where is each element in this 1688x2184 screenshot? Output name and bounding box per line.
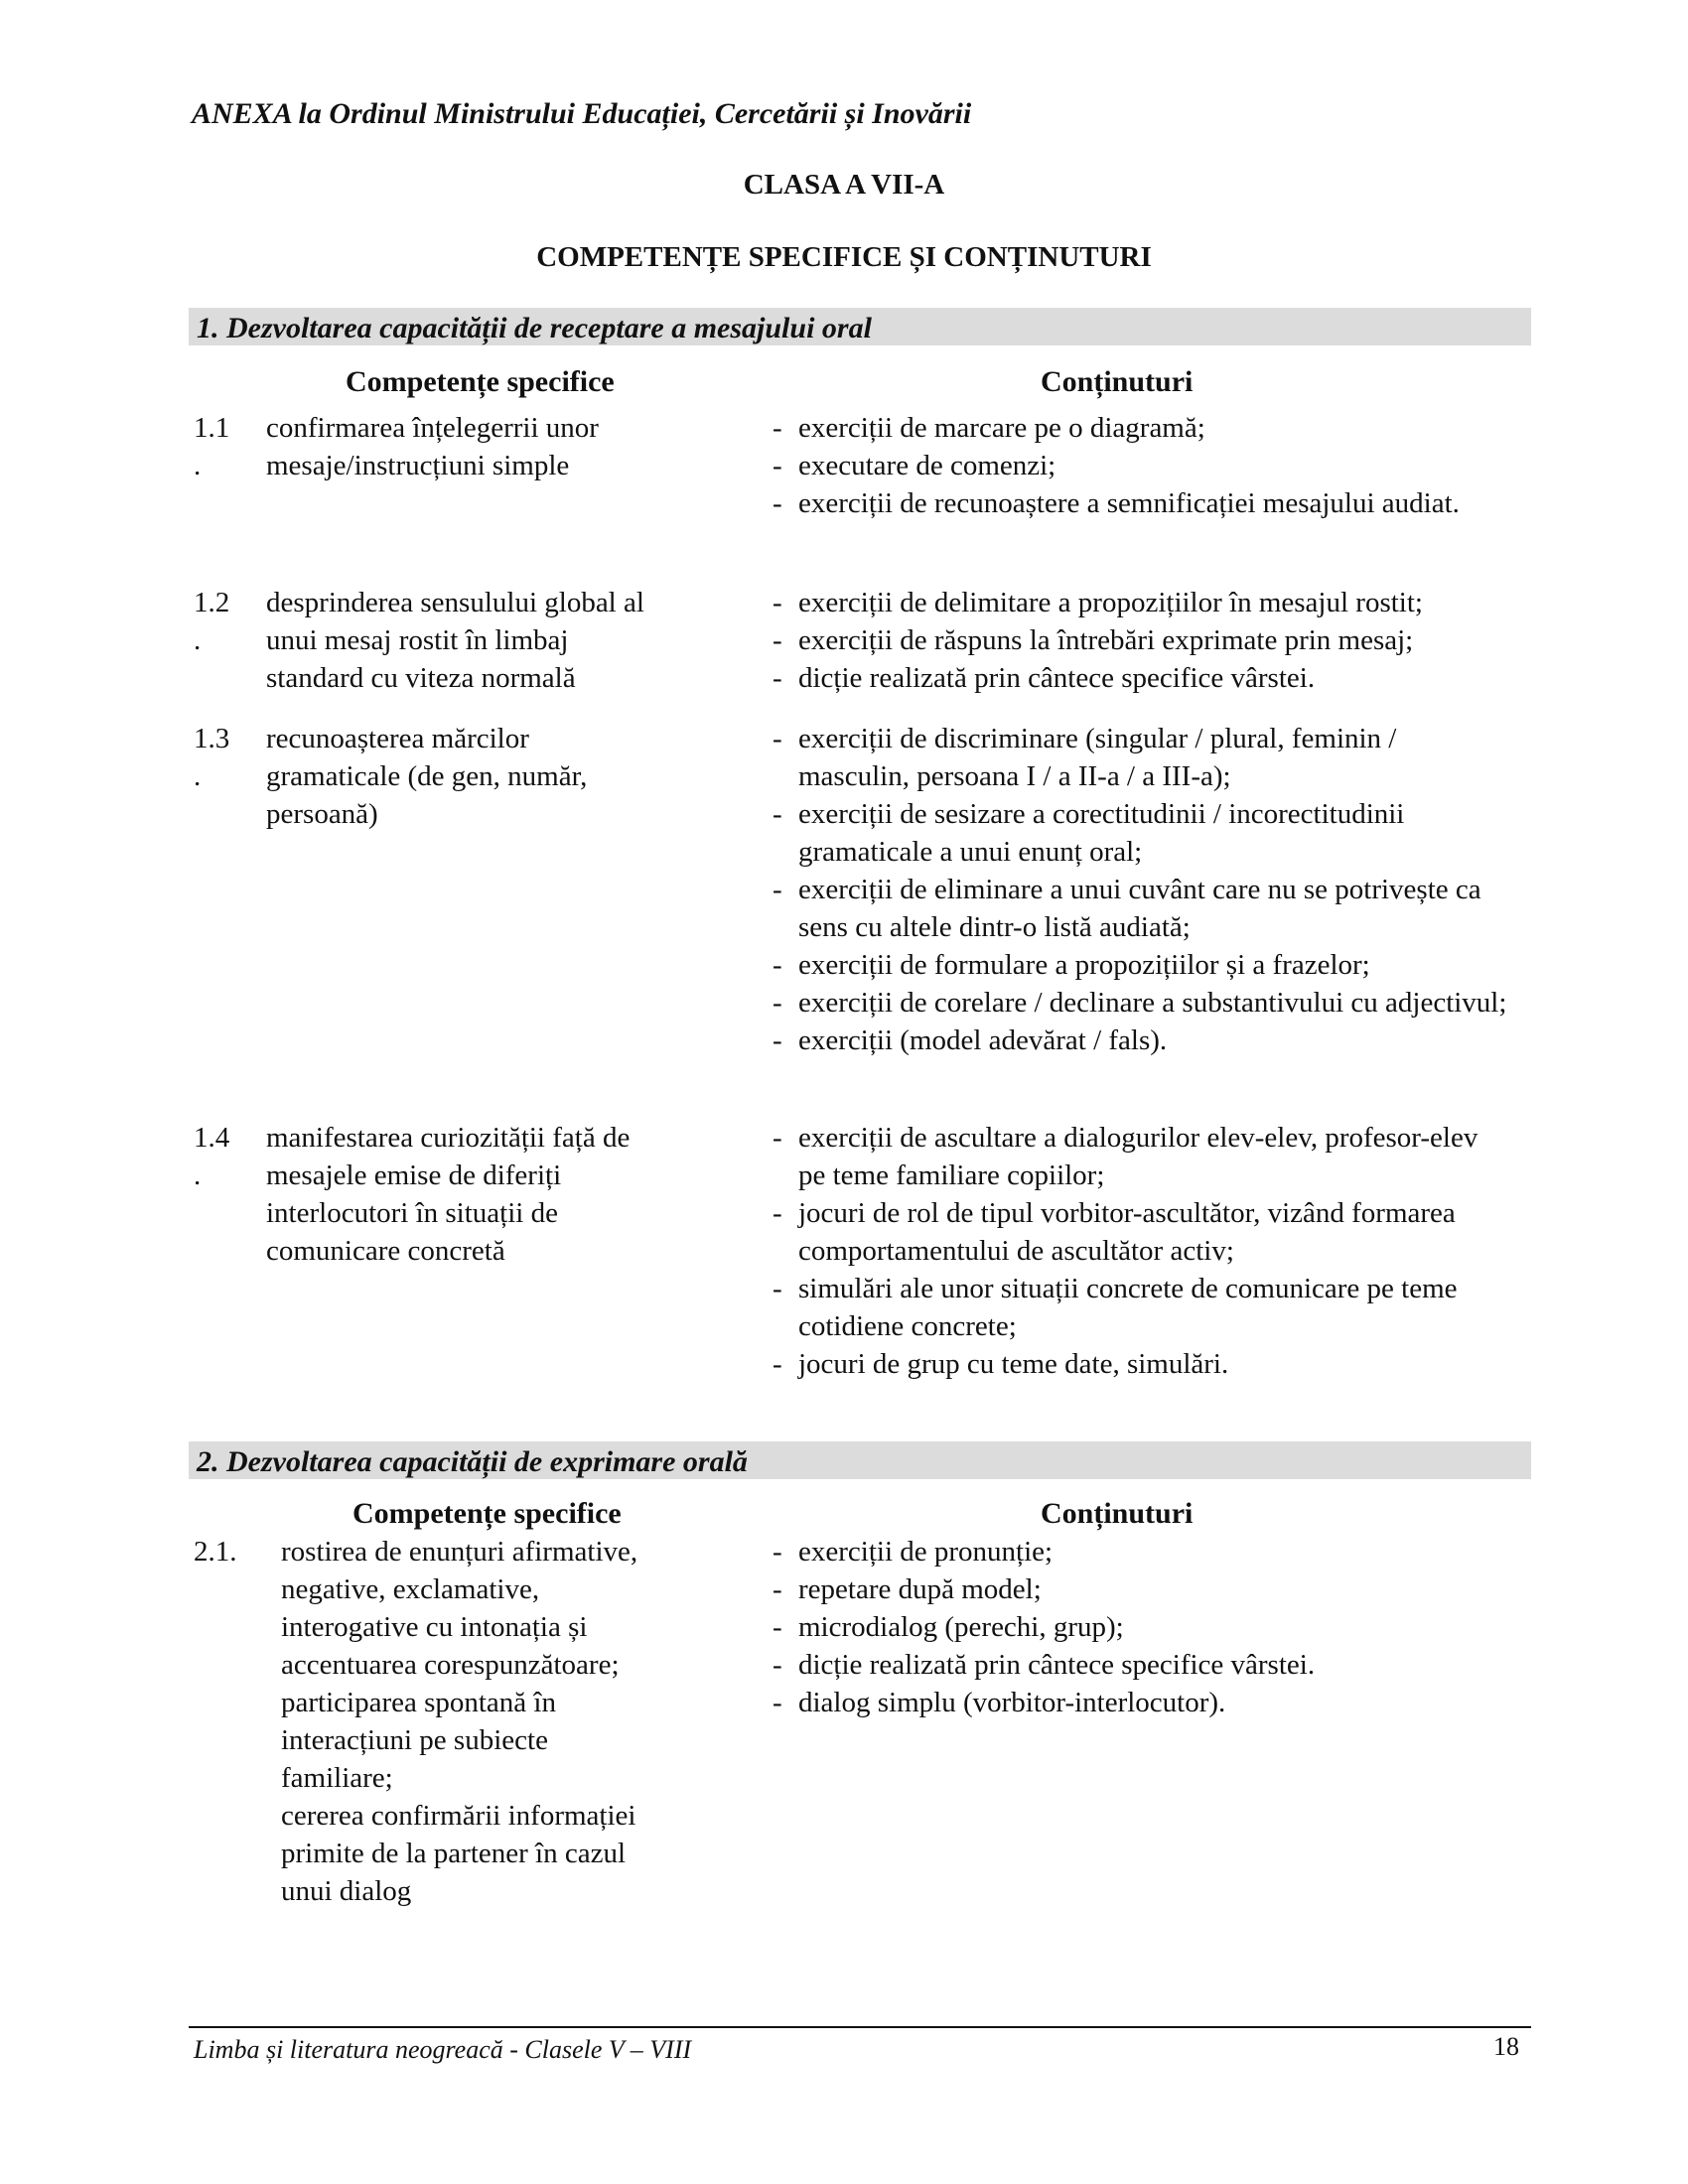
list-item: - exerciții de pronunție; [773,1533,1507,1570]
page-number: 18 [1493,2032,1519,2061]
list-item: - exerciții de ascultare a dialogurilor elev-elev, profesor-elev pe teme familiare copiilor; [773,1119,1502,1194]
section-1-competences-heading: Competențe specifice [346,365,615,398]
section-1-contents-heading: Conținuturi [1041,365,1194,398]
footer-divider [189,2026,1531,2028]
list-item: - simulări ale unor situații concrete de comunicare pe teme cotidiene concrete; [773,1270,1502,1345]
list-item: - executare de comenzi; [773,447,1507,484]
footer-text: Limba și literatura neogreacă - Clasele V – VIII [194,2035,692,2064]
competence-text: recunoașterea mărcilor gramaticale (de gen, număr, persoană) [266,723,588,830]
section-1-title: 1. Dezvoltarea capacității de receptare a mesajului oral [197,312,872,344]
list-item: - exerciții de corelare / declinare a substantivului cu adjectivul; [773,984,1507,1022]
list-item: - exerciții de răspuns la întrebări exprimate prin mesaj; [773,621,1527,659]
list-item: - exerciții de recunoaștere a semnificației mesajului audiat. [773,484,1507,522]
list-item: - dialog simplu (vorbitor-interlocutor). [773,1684,1507,1721]
list-item: - exerciții de delimitare a propozițiilor în mesajul rostit; [773,584,1527,621]
list-item: - jocuri de grup cu teme date, simulări. [773,1345,1502,1383]
section-2-title: 2. Dezvoltarea capacității de exprimare orală [197,1445,748,1478]
competence-number: 1.1 . [194,412,230,481]
competence-number: 1.4 . [194,1122,230,1191]
list-item: - exerciții de sesizare a corectitudinii / incorectitudinii gramaticale a unui enunț oral; [773,795,1507,871]
list-item: - exerciții de eliminare a unui cuvânt care nu se potrivește ca sens cu altele dintr-o listă audiată; [773,871,1507,946]
competence-text: desprinderea sensulului global al unui mesaj rostit în limbaj standard cu viteza normală [266,587,644,694]
list-item: - dicție realizată prin cântece specifice vârstei. [773,1646,1507,1684]
competence-text: confirmarea înțelegerrii unor mesaje/instrucțiuni simple [266,412,599,481]
class-title: CLASA A VII-A [743,169,945,201]
list-item: - microdialog (perechi, grup); [773,1608,1507,1646]
competence-number: 1.3 . [194,723,230,792]
contents-list [773,409,1507,522]
list-item: - exerciții (model adevărat / fals). [773,1022,1507,1059]
competence-text: rostirea de enunțuri afirmative, negative, exclamative, interogative cu intonația și accentuarea corespunzătoare; participarea spontană în interacțiuni pe subiecte familiare; cererea confirmării informației primite de la partener în cazul unui dialog [281,1536,638,1907]
page-subtitle: COMPETENȚE SPECIFICE ȘI CONȚINUTURI [536,241,1152,273]
contents-list [773,720,1507,1059]
list-item: - jocuri de rol de tipul vorbitor-ascultător, vizând formarea comportamentului de ascultător activ; [773,1194,1502,1270]
list-item: - exerciții de discriminare (singular / plural, feminin / masculin, persoana I / a II-a / a III-a); [773,720,1507,795]
list-item: - exerciții de marcare pe o diagramă; [773,409,1507,447]
competence-text: manifestarea curiozității față de mesajele emise de diferiți interlocutori în situații de comunicare concretă [266,1122,631,1267]
contents-list [773,1119,1502,1383]
list-item: - dicție realizată prin cântece specifice vârstei. [773,659,1527,697]
section-2-contents-heading: Conținuturi [1041,1497,1194,1530]
section-1-bar [189,308,1531,345]
list-item: - repetare după model; [773,1570,1507,1608]
section-2-competences-heading: Competențe specifice [352,1497,622,1530]
contents-list [773,584,1527,697]
competence-number: 1.2 . [194,587,230,656]
competence-number: 2.1. [194,1536,237,1568]
contents-list [773,1533,1507,1721]
list-item: - exerciții de formulare a propozițiilor și a frazelor; [773,946,1507,984]
section-2-bar [189,1441,1531,1479]
document-header: ANEXA la Ordinul Ministrului Educației, Cercetării și Inovării [192,97,972,130]
